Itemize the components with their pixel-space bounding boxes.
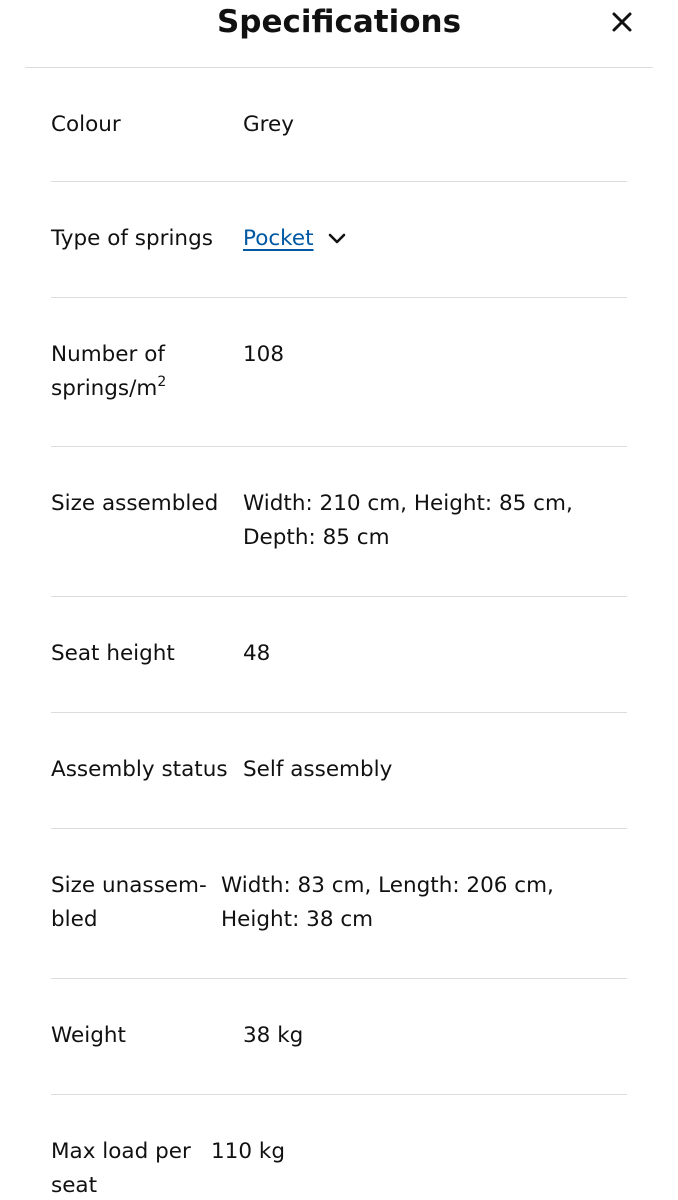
spec-value: Grey	[243, 112, 294, 137]
spec-label	[51, 338, 243, 406]
springs-type-expand-toggle[interactable]	[328, 233, 346, 245]
spec-value: 108	[243, 342, 285, 367]
spec-row-type-of-springs	[51, 182, 627, 298]
springs-type-link[interactable]: Pocket	[243, 226, 314, 251]
spec-row-max-load-per-seat	[51, 1095, 627, 1200]
spec-row-colour	[51, 68, 627, 182]
spec-label-text: Number of springs/m	[51, 342, 165, 401]
spec-value: Width: 210 cm, Height: 85 cm, Depth: 85 cm	[243, 491, 573, 550]
spec-value: 110 kg	[211, 1139, 285, 1164]
page-title: Specifications	[216, 4, 462, 40]
spec-value	[243, 222, 627, 256]
spec-value: Width: 83 cm, Length: 206 cm, Height: 38 cm	[221, 873, 554, 932]
spec-label: Weight	[51, 1023, 126, 1048]
spec-list	[51, 68, 627, 1200]
spec-value: Self assembly	[243, 757, 393, 782]
close-button[interactable]	[609, 9, 635, 35]
spec-row-seat-height	[51, 597, 627, 713]
sheet-header	[25, 0, 653, 68]
spec-label: Type of springs	[51, 226, 213, 251]
spec-label: Max load per seat	[51, 1139, 191, 1198]
spec-row-size-assembled	[51, 447, 627, 597]
spec-value: 38 kg	[243, 1023, 304, 1048]
spec-label-superscript: 2	[157, 374, 167, 390]
spec-value: 48	[243, 641, 271, 666]
spec-label: Size unassem-bled	[51, 873, 207, 932]
spec-label: Assembly status	[51, 757, 228, 782]
spec-row-number-of-springs	[51, 298, 627, 447]
spec-row-weight	[51, 979, 627, 1095]
spec-row-assembly-status	[51, 713, 627, 829]
spec-row-size-unassembled	[51, 829, 627, 979]
spec-label: Seat height	[51, 641, 175, 666]
spec-label: Colour	[51, 112, 121, 137]
spec-label: Size assembled	[51, 491, 219, 516]
chevron-down-icon	[328, 233, 346, 245]
close-icon	[609, 9, 635, 35]
